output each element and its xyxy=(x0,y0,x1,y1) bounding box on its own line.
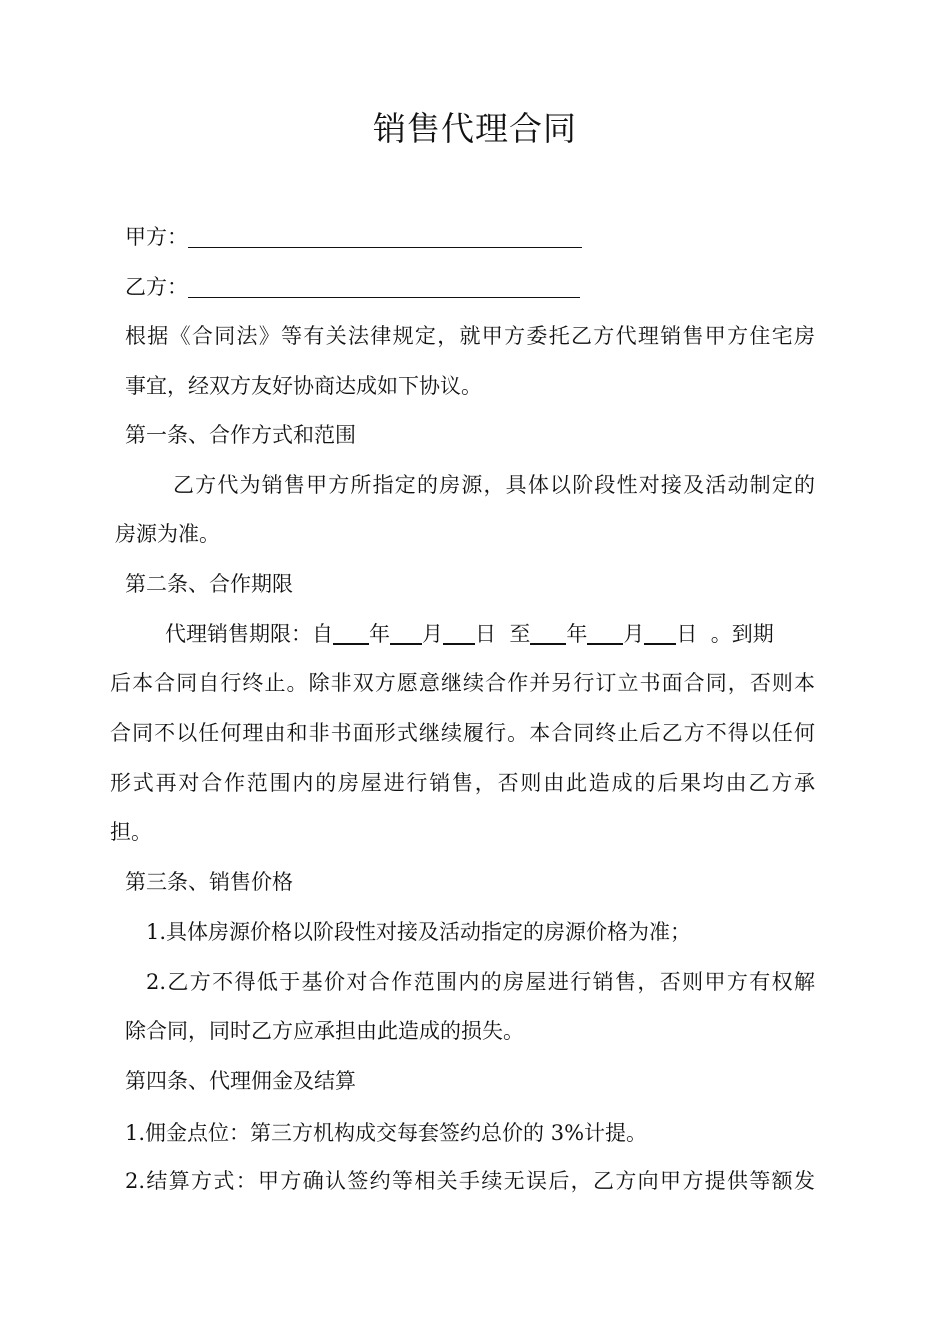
intro-line-2: 事宜，经双方友好协商达成如下协议。 xyxy=(125,374,482,398)
article1-body-1: 乙方代为销售甲方所指定的房源，具体以阶段性对接及活动制定的 xyxy=(173,473,815,497)
article2-period-line xyxy=(165,619,774,649)
article3-item2-1: 2.乙方不得低于基价对合作范围内的房屋进行销售，否则甲方有权解 xyxy=(146,970,815,994)
start-month-unit: 月 xyxy=(422,622,443,646)
document-title: 销售代理合同 xyxy=(373,109,577,148)
period-suffix: 。到期 xyxy=(710,622,774,646)
article4-heading: 第四条、代理佣金及结算 xyxy=(125,1069,356,1093)
party-a-line xyxy=(125,222,582,252)
article2-body-4: 担。 xyxy=(110,820,152,844)
start-month-blank[interactable] xyxy=(390,621,422,645)
end-year-unit: 年 xyxy=(566,622,588,646)
end-year-blank[interactable] xyxy=(530,621,566,645)
party-a-blank[interactable] xyxy=(188,225,582,248)
party-b-line xyxy=(125,272,580,302)
end-day-unit: 日 xyxy=(676,622,698,646)
intro-line-1: 根据《合同法》等有关法律规定，就甲方委托乙方代理销售甲方住宅房 xyxy=(125,324,815,348)
start-year-unit: 年 xyxy=(369,622,390,646)
end-day-blank[interactable] xyxy=(644,621,676,645)
article3-item1: 1.具体房源价格以阶段性对接及活动指定的房源价格为准； xyxy=(146,920,692,944)
article2-body-3: 形式再对合作范围内的房屋进行销售，否则由此造成的后果均由乙方承 xyxy=(110,771,815,795)
end-month-unit: 月 xyxy=(623,622,645,646)
party-a-label: 甲方： xyxy=(125,225,188,249)
party-b-label: 乙方： xyxy=(125,275,188,299)
period-prefix: 代理销售期限：自 xyxy=(165,622,333,646)
article2-heading: 第二条、合作期限 xyxy=(125,572,293,596)
article2-body-1: 后本合同自行终止。除非双方愿意继续合作并另行订立书面合同，否则本 xyxy=(110,671,815,695)
article3-heading: 第三条、销售价格 xyxy=(125,870,293,894)
end-month-blank[interactable] xyxy=(587,621,623,645)
article4-item2: 2.结算方式：甲方确认签约等相关手续无误后，乙方向甲方提供等额发 xyxy=(125,1169,815,1193)
article4-item1: 1.佣金点位：第三方机构成交每套签约总价的 3%计提。 xyxy=(125,1121,648,1145)
article1-body-2: 房源为准。 xyxy=(115,522,220,546)
period-to: 至 xyxy=(509,622,531,646)
article1-heading: 第一条、合作方式和范围 xyxy=(125,423,356,447)
party-b-blank[interactable] xyxy=(188,275,580,298)
start-day-unit: 日 xyxy=(475,622,496,646)
article2-body-2: 合同不以任何理由和非书面形式继续履行。本合同终止后乙方不得以任何 xyxy=(110,721,815,745)
start-day-blank[interactable] xyxy=(443,621,475,645)
article3-item2-2: 除合同，同时乙方应承担由此造成的损失。 xyxy=(125,1019,524,1043)
start-year-blank[interactable] xyxy=(333,621,369,645)
